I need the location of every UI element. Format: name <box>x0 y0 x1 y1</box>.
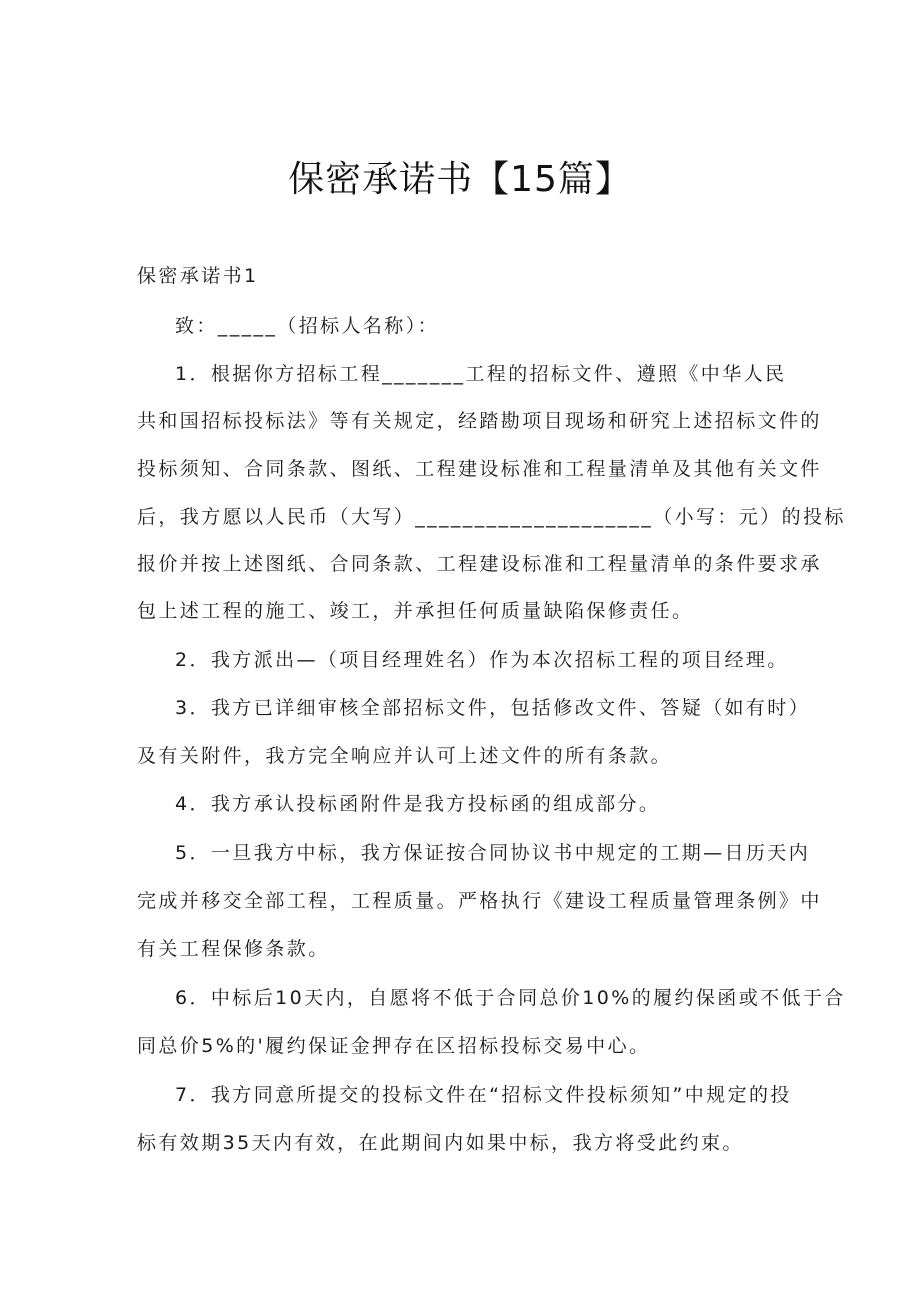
paragraph-line: 及有关附件，我方完全响应并认可上述文件的所有条款。 <box>137 745 673 767</box>
paragraph-line: 1．根据你方招标工程_______工程的招标文件、遵照《中华人民 <box>175 363 787 385</box>
paragraph-line: 包上述工程的施工、竣工，并承担任何质量缺陷保修责任。 <box>137 600 694 622</box>
paragraph-line: 后，我方愿以人民币（大写）____________________（小写：元）的投标 <box>137 506 846 528</box>
paragraph-line: 6．中标后10天内，自愿将不低于合同总价10%的履约保函或不低于合 <box>175 987 846 1009</box>
paragraph-line: 7．我方同意所提交的投标文件在“招标文件投标须知”中规定的投 <box>175 1084 792 1106</box>
paragraph-line: 同总价5%的'履约保证金押存在区招标投标交易中心。 <box>137 1035 651 1057</box>
section-heading: 保密承诺书1 <box>137 265 259 287</box>
document-title: 保密承诺书【15篇】 <box>288 159 632 200</box>
paragraph-line: 有关工程保修条款。 <box>137 938 330 960</box>
paragraph-line: 完成并移交全部工程，工程质量。严格执行《建设工程质量管理条例》中 <box>137 890 822 912</box>
paragraph-line: 标有效期35天内有效，在此期间内如果中标，我方将受此约束。 <box>137 1132 744 1154</box>
paragraph-line: 5．一旦我方中标，我方保证按合同协议书中规定的工期—日历天内 <box>175 842 811 864</box>
paragraph-line: 共和国招标投标法》等有关规定，经踏勘项目现场和研究上述招标文件的 <box>137 410 822 432</box>
paragraph-line: 2．我方派出—（项目经理姓名）作为本次招标工程的项目经理。 <box>175 649 789 671</box>
paragraph-line: 报价并按上述图纸、合同条款、工程建设标准和工程量清单的条件要求承 <box>137 553 822 575</box>
paragraph-line: 3．我方已详细审核全部招标文件，包括修改文件、答疑（如有时） <box>175 697 811 719</box>
paragraph-line: 4．我方承认投标函附件是我方投标函的组成部分。 <box>175 793 661 815</box>
salutation-line: 致：_____（招标人名称）： <box>175 315 440 337</box>
paragraph-line: 投标须知、合同条款、图纸、工程建设标准和工程量清单及其他有关文件 <box>137 458 822 480</box>
